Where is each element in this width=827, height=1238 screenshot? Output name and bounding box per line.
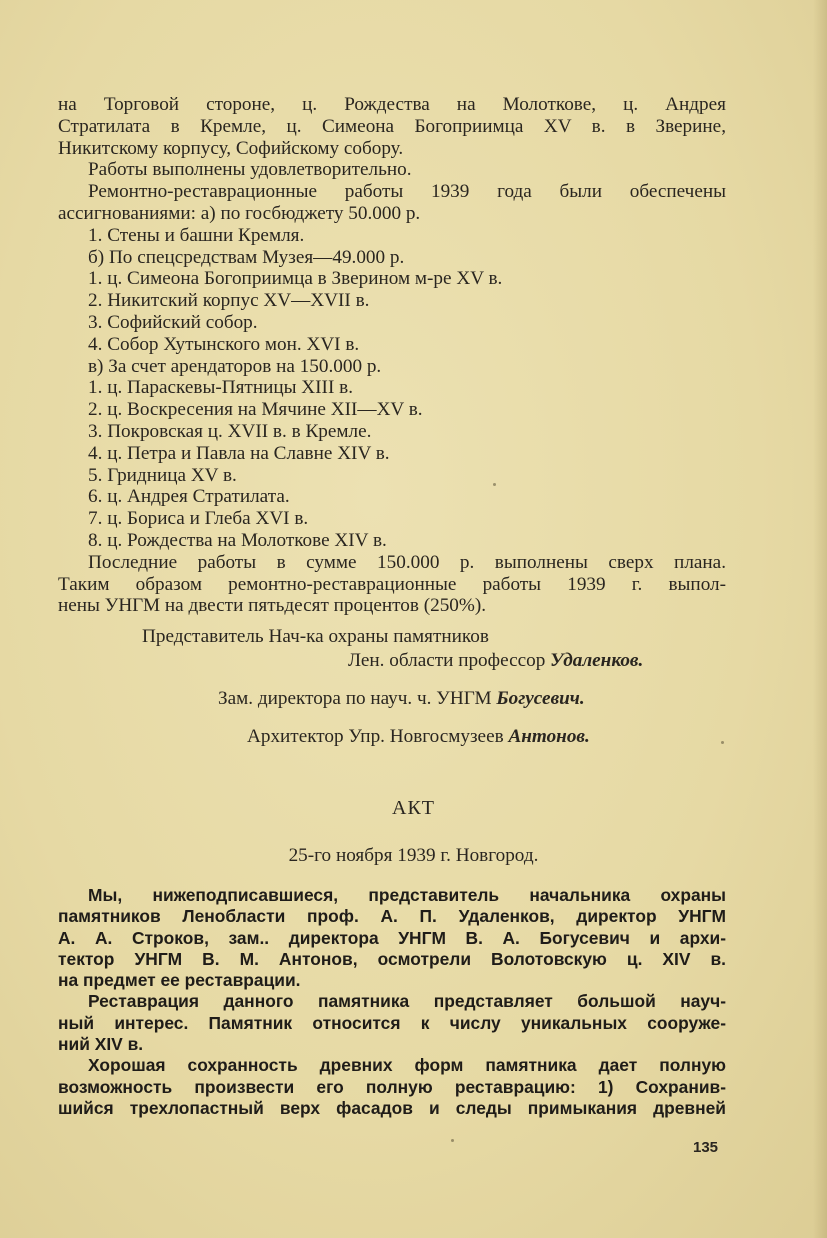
text-line: ный интерес. Памятник относится к числу уникальных сооруже- — [58, 1012, 726, 1033]
text-line: Мы, нижеподписавшиеся, представитель начальника охраны — [88, 885, 726, 905]
text-line: 1. ц. Параскевы-Пятницы XIII в. — [88, 377, 353, 399]
text-line: на Торговой стороне, ц. Рождества на Молоткове, ц. Андрея — [58, 94, 726, 115]
text-line: Ремонтно-реставрационные работы 1939 года были обеспечены — [88, 181, 726, 203]
text-line: 7. ц. Бориса и Глеба XVI в. — [88, 508, 309, 530]
representative-title-text: Лен. области профессор — [348, 650, 546, 671]
representative-title-line2 — [348, 650, 643, 672]
act-heading: АКТ — [392, 797, 435, 819]
text-line: Стратилата в Кремле, ц. Симеона Богоприимца XV в. в Зверине, — [58, 115, 726, 137]
text-line: Таким образом ремонтно-реставрационные работы 1939 г. выпол- — [58, 573, 726, 595]
text-line: в) За счет арендаторов на 150.000 р. — [88, 355, 382, 377]
text-line: 1. Стены и башни Кремля. — [88, 224, 305, 246]
text-line: ассигнованиями: а) по госбюджету 50.000 р. — [58, 202, 421, 224]
text-line: 1. ц. Симеона Богоприимца в Зверином м-ре XV в. — [88, 268, 503, 290]
paper-speck — [493, 483, 496, 486]
deputy-director-title: Зам. директора по науч. ч. УНГМ — [218, 688, 492, 709]
text-line: 8. ц. Рождества на Молоткове XIV в. — [88, 529, 387, 551]
text-line: Никитскому корпусу, Софийскому собору. — [58, 137, 404, 159]
text-line: 4. Собор Хутынского мон. XVI в. — [88, 333, 360, 355]
text-line: Последние работы в сумме 150.000 р. выполнены сверх плана. — [88, 551, 726, 573]
text-line: возможность произвести его полную реставрацию: 1) Сохранив- — [58, 1076, 726, 1097]
text-line: 2. ц. Воскресения на Мячине XII—XV в. — [88, 399, 423, 421]
text-line: 6. ц. Андрея Стратилата. — [88, 486, 290, 508]
representative-title: Представитель Нач-ка охраны памятников — [142, 626, 489, 647]
representative-signature: Удаленков. — [550, 650, 644, 671]
text-line: А. А. Строков, зам.. директора УНГМ В. А. Богусевич и архи- — [58, 927, 726, 948]
funding-report-text — [58, 94, 726, 617]
text-line: Работы выполнены удовлетворительно. — [88, 159, 412, 181]
text-line: ний XIV в. — [58, 1034, 144, 1055]
text-line: тектор УНГМ В. М. Антонов, осмотрели Волотовскую ц. XIV в. — [58, 948, 726, 969]
paper-speck — [451, 1139, 454, 1142]
text-line: на предмет ее реставрации. — [58, 970, 301, 991]
architect-signature: Антонов. — [508, 726, 590, 747]
paper-speck — [721, 741, 724, 744]
text-line: б) По спецсредствам Музея—49.000 р. — [88, 246, 405, 268]
text-line: нены УНГМ на двести пятьдесят процентов (250%). — [58, 595, 487, 617]
text-line: 2. Никитский корпус XV—XVII в. — [88, 290, 370, 312]
text-line: Реставрация данного памятника представляет большой науч- — [88, 991, 726, 1012]
text-line: 4. ц. Петра и Павла на Славне XIV в. — [88, 442, 390, 464]
architect-line — [247, 726, 590, 748]
text-line: 3. Покровская ц. XVII в. в Кремле. — [88, 420, 372, 442]
act-body-text — [58, 885, 726, 1119]
deputy-director-line — [218, 688, 585, 710]
text-line: шийся трехлопастный верх фасадов и следы примыкания древней — [58, 1097, 726, 1118]
text-line: 5. Гридница XV в. — [88, 464, 237, 486]
text-line: Хорошая сохранность древних форм памятника дает полную — [88, 1055, 726, 1076]
architect-title: Архитектор Упр. Новгосмузеев — [247, 726, 504, 747]
page-number: 135 — [693, 1139, 719, 1156]
deputy-director-signature: Богусевич. — [496, 688, 585, 709]
act-date-line: 25-го ноября 1939 г. Новгород. — [288, 845, 539, 866]
page-edge-shadow — [813, 0, 827, 1238]
text-line: 3. Софийский собор. — [88, 311, 258, 333]
text-line: памятников Ленобласти проф. А. П. Удаленков, директор УНГМ — [58, 906, 726, 927]
